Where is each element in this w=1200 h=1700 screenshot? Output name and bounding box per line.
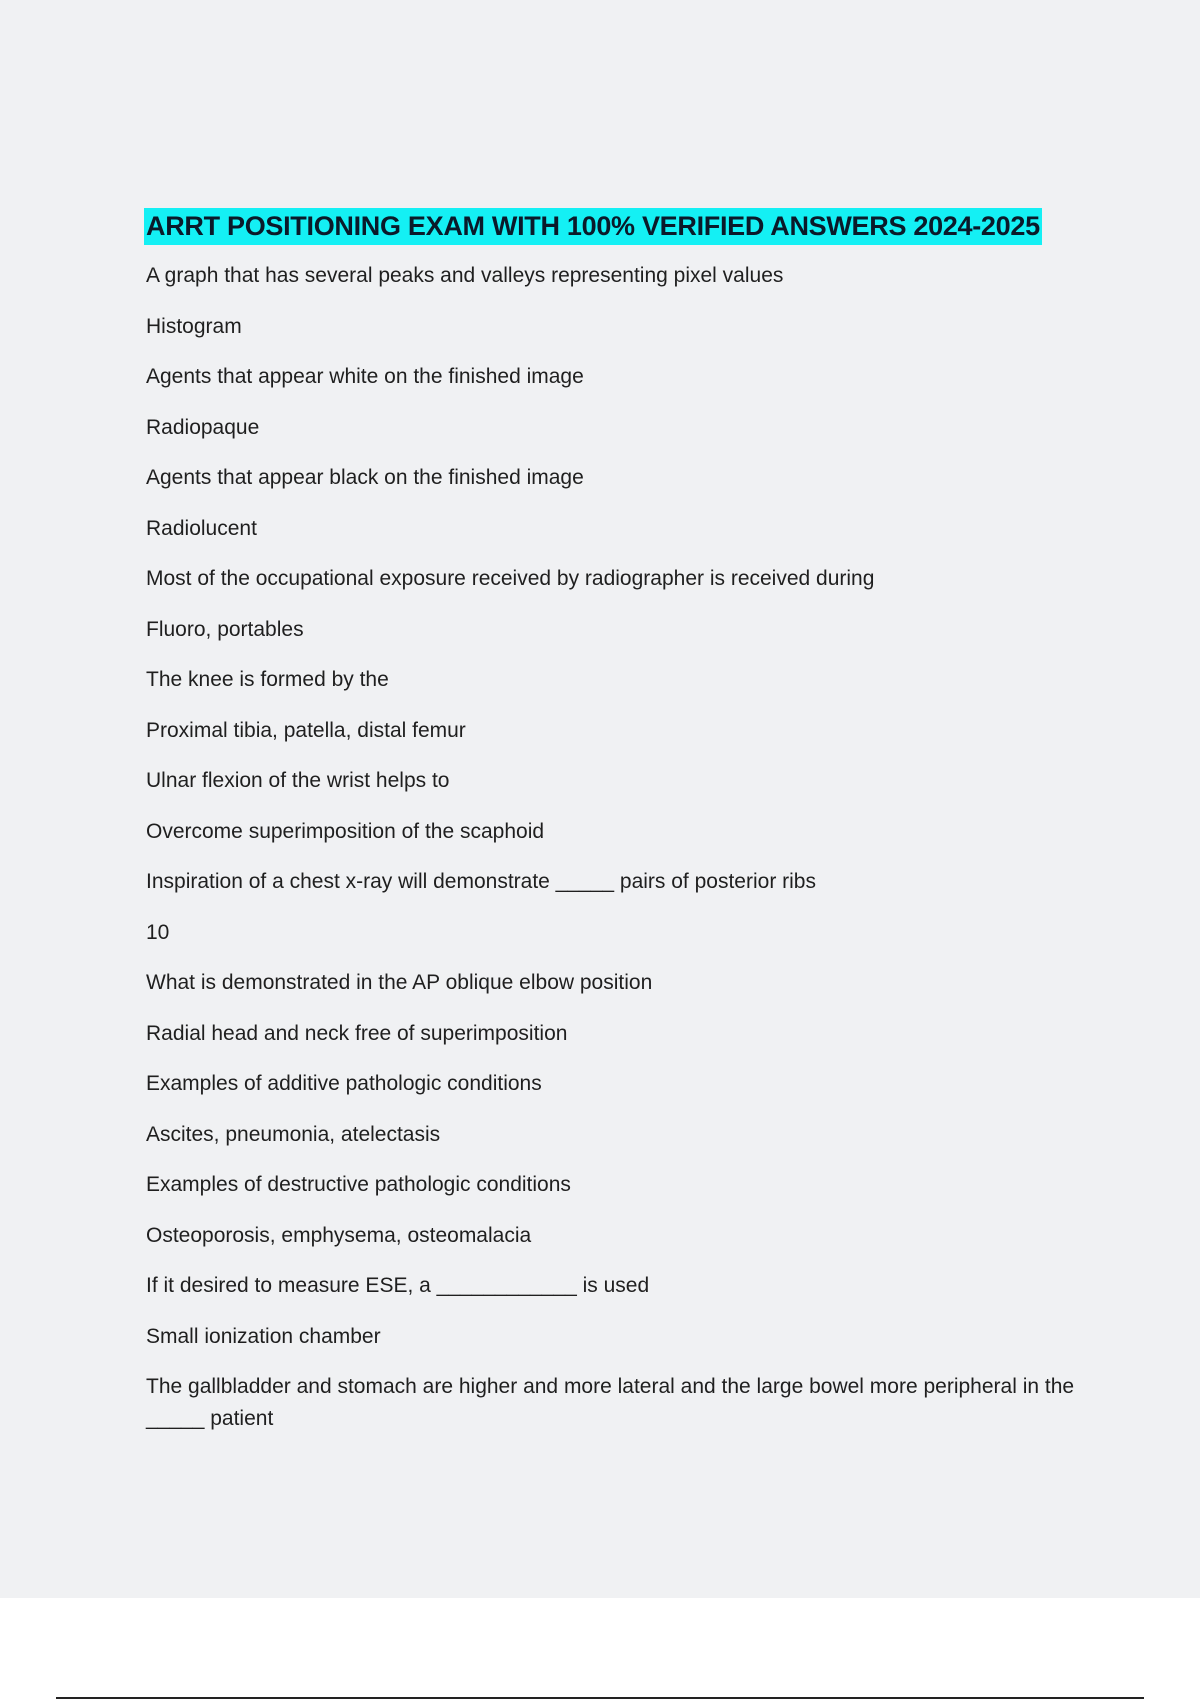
answer-line: Radiopaque xyxy=(146,415,260,439)
answer-line: Osteoporosis, emphysema, osteomalacia xyxy=(146,1223,532,1247)
page-divider xyxy=(56,1697,1144,1699)
answer-line: Proximal tibia, patella, distal femur xyxy=(146,718,466,742)
question-line: Most of the occupational exposure received by radiographer is received during xyxy=(146,567,875,590)
answer-line: Fluoro, portables xyxy=(146,617,304,641)
answer-line: Histogram xyxy=(146,314,242,338)
question-line: Ulnar flexion of the wrist helps to xyxy=(146,769,450,792)
answer-line: Small ionization chamber xyxy=(146,1324,381,1348)
answer-line: Ascites, pneumonia, atelectasis xyxy=(146,1122,441,1146)
question-line: Examples of destructive pathologic conditions xyxy=(146,1173,571,1196)
question-line: The knee is formed by the xyxy=(146,668,389,691)
question-line: What is demonstrated in the AP oblique elbow position xyxy=(146,971,653,994)
question-line: Inspiration of a chest x-ray will demonstrate _____ pairs of posterior ribs xyxy=(146,870,816,893)
qa-list xyxy=(146,260,1076,1435)
question-line: A graph that has several peaks and valleys representing pixel values xyxy=(146,264,784,287)
document-content xyxy=(146,208,1076,1454)
answer-line: Radiolucent xyxy=(146,516,257,540)
question-line: The gallbladder and stomach are higher and more lateral and the large bowel more peripheral in the _____ patient xyxy=(146,1375,1075,1430)
answer-line: 10 xyxy=(146,920,170,944)
question-line: Agents that appear white on the finished image xyxy=(146,365,584,388)
answer-line: Radial head and neck free of superimposition xyxy=(146,1021,568,1045)
question-line: If it desired to measure ESE, a ____________ is used xyxy=(146,1274,650,1297)
answer-line: Overcome superimposition of the scaphoid xyxy=(146,819,545,843)
question-line: Examples of additive pathologic conditions xyxy=(146,1072,542,1095)
document-title: ARRT POSITIONING EXAM WITH 100% VERIFIED ANSWERS 2024-2025 xyxy=(144,208,1042,245)
question-line: Agents that appear black on the finished image xyxy=(146,466,584,489)
